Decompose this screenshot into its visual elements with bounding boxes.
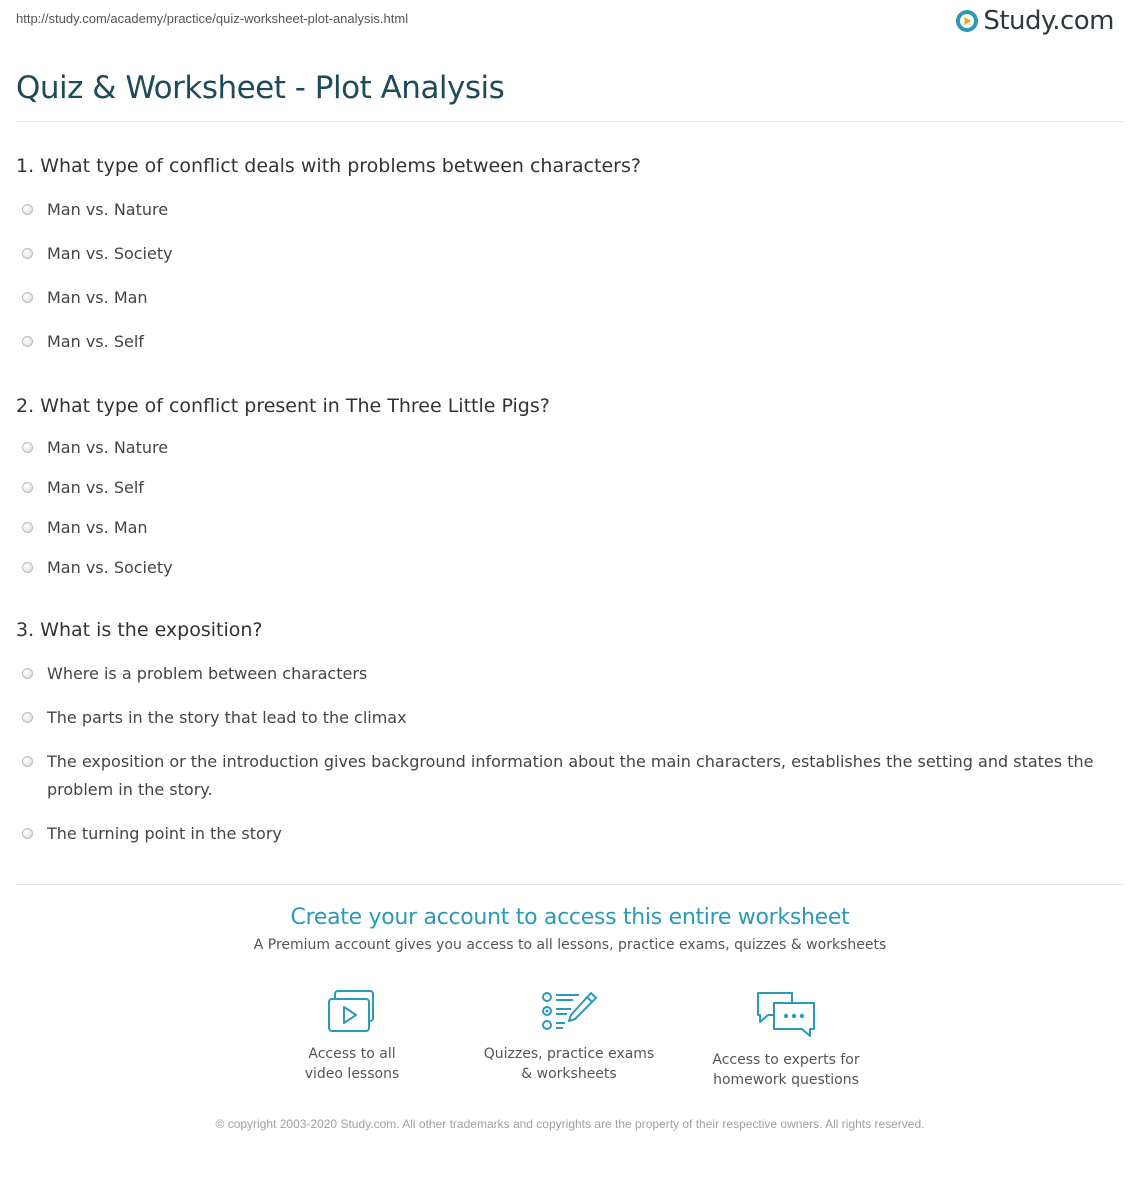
option-label: Man vs. Society [47, 244, 173, 263]
cta-subtitle: A Premium account gives you access to all lessons, practice exams, quizzes & worksheets [253, 937, 887, 953]
video-lessons-icon [325, 990, 379, 1034]
feature-experts [686, 990, 886, 1090]
radio-button[interactable] [22, 668, 33, 679]
cta-title-link[interactable]: Create your account to access this entire worksheet [290, 905, 850, 930]
option-label: Man vs. Man [47, 518, 148, 537]
q3-option-2[interactable] [22, 704, 1122, 732]
q2-option-4[interactable] [22, 554, 1122, 582]
radio-button[interactable] [22, 756, 33, 767]
option-label: Man vs. Self [47, 332, 144, 351]
q3-option-3[interactable] [22, 748, 1112, 804]
option-label: Man vs. Nature [47, 438, 169, 457]
option-label: The exposition or the introduction gives background information about the main characters, establishes the setting and states the problem in the story. [47, 752, 1094, 799]
feature-quizzes [469, 990, 669, 1084]
radio-button[interactable] [22, 522, 33, 533]
quiz-checklist-icon [539, 990, 599, 1034]
option-label: Man vs. Self [47, 478, 144, 497]
radio-button[interactable] [22, 248, 33, 259]
page-title: Quiz & Worksheet - Plot Analysis [16, 70, 505, 106]
option-label: Man vs. Man [47, 288, 148, 307]
radio-button[interactable] [22, 292, 33, 303]
page-url: http://study.com/academy/practice/quiz-worksheet-plot-analysis.html [16, 11, 409, 26]
section-divider [16, 884, 1124, 885]
q1-option-1[interactable] [22, 196, 1122, 224]
feature-label: Access to all video lessons [304, 1046, 400, 1082]
option-label: The turning point in the story [47, 824, 282, 843]
radio-button[interactable] [22, 336, 33, 347]
q1-option-2[interactable] [22, 240, 1122, 268]
radio-button[interactable] [22, 562, 33, 573]
q2-option-3[interactable] [22, 514, 1122, 542]
option-label: Man vs. Society [47, 558, 173, 577]
q1-option-3[interactable] [22, 284, 1122, 312]
feature-label: Access to experts for homework questions [712, 1052, 860, 1088]
copyright-text: © copyright 2003-2020 Study.com. All other trademarks and copyrights are the property of their respective owners. All rights reserved. [215, 1117, 925, 1131]
radio-button[interactable] [22, 828, 33, 839]
title-divider [16, 121, 1124, 122]
expert-chat-icon [754, 990, 818, 1040]
feature-video-lessons [252, 990, 452, 1084]
q2-option-1[interactable] [22, 434, 1122, 462]
option-label: Man vs. Nature [47, 200, 169, 219]
question-3: 3. What is the exposition? [16, 619, 263, 641]
option-label: Where is a problem between characters [47, 664, 368, 683]
play-circle-icon [955, 9, 979, 33]
logo-text: Study.com [983, 6, 1114, 36]
question-2: 2. What type of conflict present in The Three Little Pigs? [16, 395, 550, 417]
q1-option-4[interactable] [22, 328, 1122, 356]
q2-option-2[interactable] [22, 474, 1122, 502]
question-1: 1. What type of conflict deals with problems between characters? [16, 155, 641, 177]
radio-button[interactable] [22, 442, 33, 453]
q3-option-1[interactable] [22, 660, 1122, 688]
radio-button[interactable] [22, 712, 33, 723]
feature-label: Quizzes, practice exams & worksheets [483, 1046, 655, 1082]
option-label: The parts in the story that lead to the climax [47, 708, 407, 727]
study-logo[interactable] [955, 6, 1114, 36]
q3-option-4[interactable] [22, 820, 1122, 848]
radio-button[interactable] [22, 204, 33, 215]
radio-button[interactable] [22, 482, 33, 493]
